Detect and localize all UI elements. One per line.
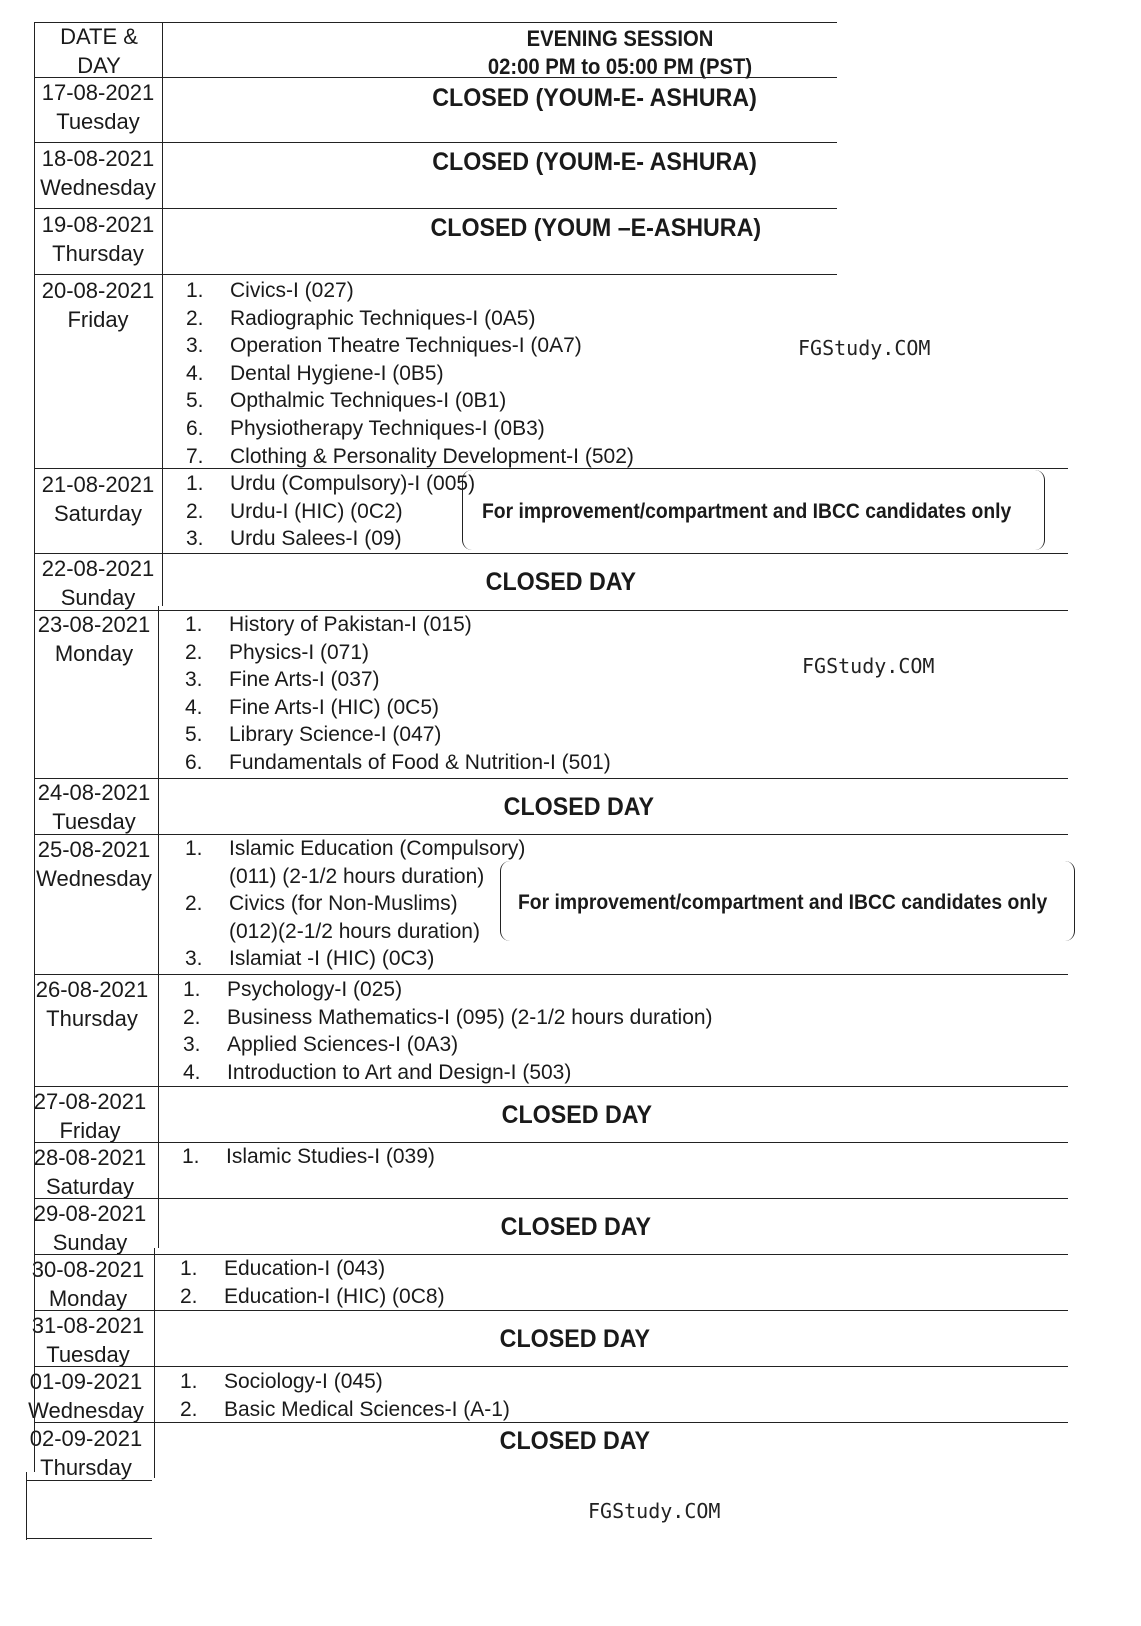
- rule-bottom-mid: [26, 1480, 152, 1481]
- rule-row: [34, 834, 1068, 835]
- subject-name: Library Science-I (047): [229, 723, 442, 747]
- subject-item: [186, 360, 444, 388]
- subject-item: [185, 666, 380, 694]
- rule-row: [34, 778, 1068, 779]
- subject-name: Fundamentals of Food & Nutrition-I (501): [229, 751, 611, 774]
- subject-name: Islamic Education (Compulsory): [229, 837, 526, 860]
- row-date: 30-08-2021: [31, 1257, 145, 1282]
- rule-row: [34, 1310, 1068, 1311]
- rule-top: [34, 22, 837, 23]
- subject-name: (012)(2-1/2 hours duration): [229, 919, 480, 943]
- row-date: 20-08-2021: [41, 278, 155, 303]
- row-date-cell: [22, 1424, 150, 1482]
- subject-item: [180, 1283, 445, 1311]
- subject-name: Education-I (043): [224, 1257, 386, 1280]
- row-day: Wednesday: [36, 866, 152, 891]
- subject-number: 3.: [183, 1033, 201, 1057]
- subject-item: [183, 1031, 458, 1059]
- row-date: 25-08-2021: [37, 837, 151, 862]
- row-day: Monday: [48, 1286, 128, 1311]
- row-day: Tuesday: [52, 809, 136, 834]
- row-date: 28-08-2021: [33, 1145, 147, 1170]
- subject-number: 2.: [185, 892, 203, 916]
- subject-name: Fine Arts-I (037): [229, 668, 380, 692]
- row-date: 23-08-2021: [37, 612, 151, 637]
- row-closed-label: CLOSED (YOUM-E- ASHURA): [432, 148, 757, 176]
- subject-name: Physics-I (071): [229, 640, 370, 664]
- row-date-cell: [28, 975, 156, 1033]
- rule-row: [34, 274, 837, 275]
- subject-number: 4.: [185, 695, 203, 719]
- row-date: 01-09-2021: [29, 1369, 143, 1394]
- subject-name: Business Mathematics-I (095) (2-1/2 hours duration): [227, 1005, 713, 1029]
- subject-number: 4.: [183, 1060, 201, 1084]
- subject-name: Education-I (HIC) (0C8): [224, 1284, 445, 1308]
- rule-row: [34, 610, 1068, 611]
- subject-item: [185, 863, 484, 891]
- left-brace-icon: [462, 470, 477, 550]
- subject-item: [186, 305, 535, 333]
- subject-item: [185, 918, 480, 946]
- row-date: 19-08-2021: [41, 212, 155, 237]
- row-closed-label: CLOSED DAY: [499, 1427, 650, 1455]
- subject-number: 2.: [180, 1284, 198, 1308]
- subject-name: Clothing & Personality Development-I (502): [230, 444, 634, 468]
- row-date-cell: [34, 470, 162, 528]
- subject-name: Radiographic Techniques-I (0A5): [230, 306, 536, 330]
- subject-item: [186, 525, 402, 553]
- row-date: 27-08-2021: [33, 1089, 147, 1114]
- row-closed-label: CLOSED DAY: [500, 1213, 651, 1241]
- subject-name: Fine Arts-I (HIC) (0C5): [229, 695, 440, 719]
- header-date-day: [34, 22, 164, 80]
- row-date-cell: [26, 1199, 154, 1257]
- row-day: Thursday: [52, 241, 144, 266]
- row-date-cell: [22, 1367, 150, 1425]
- watermark-2: FGStudy.COM: [802, 654, 935, 678]
- row-date: 31-08-2021: [31, 1313, 145, 1338]
- subject-name: Civics (for Non-Muslims): [229, 892, 458, 916]
- subject-item: [185, 835, 525, 863]
- subject-name: Psychology-I (025): [227, 978, 403, 1001]
- row-date: 18-08-2021: [41, 146, 155, 171]
- subject-item: [185, 890, 458, 918]
- row-day: Sunday: [52, 1230, 128, 1255]
- subject-item: [186, 498, 403, 526]
- row-date-cell: [30, 610, 158, 668]
- subject-name: Applied Sciences-I (0A3): [227, 1033, 459, 1057]
- subject-number: 4.: [186, 361, 204, 385]
- rule-row: [34, 1366, 1068, 1367]
- row-closed-label: CLOSED DAY: [499, 1325, 650, 1353]
- left-brace-icon: [500, 861, 515, 941]
- subject-name: Operation Theatre Techniques-I (0A7): [230, 334, 582, 358]
- row-date: 24-08-2021: [37, 780, 151, 805]
- subject-number: 7.: [186, 444, 204, 468]
- right-brace-icon: [1030, 470, 1045, 550]
- subject-name: Civics-I (027): [230, 279, 354, 302]
- subject-item: [180, 1255, 385, 1283]
- subject-number: 3.: [185, 668, 203, 692]
- row-day: Monday: [54, 641, 134, 666]
- rule-date-divider-lower: [158, 606, 159, 1248]
- row-date: 02-09-2021: [29, 1426, 143, 1451]
- right-brace-icon: [1060, 861, 1075, 941]
- subject-number: 3.: [186, 527, 204, 551]
- subject-number: 1.: [185, 837, 203, 860]
- subject-item: [185, 639, 369, 667]
- row-date: 21-08-2021: [41, 472, 155, 497]
- subject-number: 2.: [185, 640, 203, 664]
- row-closed-label: CLOSED DAY: [503, 793, 654, 821]
- row-day: Saturday: [45, 1174, 135, 1199]
- row-day: Tuesday: [46, 1342, 130, 1367]
- subject-item: [185, 611, 472, 639]
- row-closed-label: CLOSED (YOUM –E-ASHURA): [430, 214, 762, 242]
- subject-number: 1.: [182, 1145, 200, 1168]
- watermark-1: FGStudy.COM: [798, 336, 931, 360]
- subject-number: 1.: [185, 613, 203, 636]
- subject-name: Urdu (Compulsory)-I (005): [230, 472, 476, 495]
- subject-item: [183, 1004, 713, 1032]
- rule-row: [34, 1198, 1068, 1199]
- rule-row: [34, 1142, 1068, 1143]
- row-date: 22-08-2021: [41, 556, 155, 581]
- row-date-cell: [30, 835, 158, 893]
- subject-item: [183, 976, 402, 1004]
- subject-item: [180, 1396, 510, 1424]
- subject-name: Introduction to Art and Design-I (503): [227, 1060, 572, 1084]
- subject-name: (011) (2-1/2 hours duration): [229, 864, 485, 888]
- subject-number: 1.: [186, 472, 204, 495]
- row-date-cell: [30, 778, 158, 836]
- subject-name: Sociology-I (045): [224, 1370, 383, 1393]
- subject-number: 1.: [183, 978, 201, 1001]
- subject-name: Urdu-I (HIC) (0C2): [230, 499, 403, 523]
- subject-number: 5.: [185, 723, 203, 747]
- rule-row: [34, 142, 837, 143]
- rule-row: [34, 1254, 1068, 1255]
- row-day: Thursday: [46, 1006, 138, 1031]
- row-date-cell: [34, 144, 162, 202]
- row-note: For improvement/compartment and IBCC candidates only: [518, 891, 1048, 914]
- row-day: Wednesday: [28, 1398, 144, 1423]
- row-day: Thursday: [40, 1455, 132, 1480]
- row-day: Sunday: [60, 585, 136, 610]
- subject-name: Physiotherapy Techniques-I (0B3): [230, 417, 545, 440]
- subject-item: [186, 470, 475, 498]
- subject-item: [186, 332, 582, 360]
- row-day: Friday: [67, 307, 129, 332]
- subject-number: 2.: [183, 1005, 201, 1029]
- row-day: Tuesday: [56, 109, 140, 134]
- subject-name: Islamiat -I (HIC) (0C3): [229, 947, 435, 971]
- row-date-cell: [34, 78, 162, 136]
- row-date: 17-08-2021: [41, 80, 155, 105]
- row-date-cell: [26, 1143, 154, 1201]
- row-date-cell: [34, 210, 162, 268]
- subject-name: Dental Hygiene-I (0B5): [230, 361, 444, 385]
- subject-name: Urdu Salees-I (09): [230, 527, 402, 551]
- rule-row: [34, 468, 1068, 469]
- subject-name: Opthalmic Techniques-I (0B1): [230, 389, 507, 413]
- rule-row: [34, 1086, 1068, 1087]
- row-date-cell: [24, 1311, 152, 1369]
- subject-item: [186, 387, 506, 415]
- header-session-time: 02:00 PM to 05:00 PM (PST): [487, 54, 753, 79]
- row-day: Wednesday: [40, 175, 156, 200]
- subject-item: [186, 443, 634, 471]
- subject-item: [182, 1143, 435, 1171]
- subject-item: [183, 1059, 571, 1087]
- subject-item: [185, 749, 611, 777]
- row-day: Saturday: [53, 501, 143, 526]
- row-date-cell: [24, 1255, 152, 1313]
- subject-number: 6.: [185, 751, 203, 774]
- subject-number: 1.: [186, 279, 204, 302]
- header-date-day-line1: DATE &: [60, 24, 138, 49]
- subject-item: [185, 694, 439, 722]
- row-date: 26-08-2021: [35, 977, 149, 1002]
- rule-date-divider-bottom: [154, 1248, 155, 1478]
- header-session-title: EVENING SESSION: [526, 26, 714, 51]
- subject-number: 1.: [180, 1257, 198, 1280]
- row-date-cell: [34, 554, 162, 612]
- row-closed-label: CLOSED DAY: [485, 568, 636, 596]
- row-date-cell: [26, 1087, 154, 1145]
- rule-header-bottom: [34, 77, 837, 78]
- row-day: Friday: [59, 1118, 121, 1143]
- subject-name: Basic Medical Sciences-I (A-1): [224, 1397, 510, 1421]
- subject-number: 2.: [180, 1397, 198, 1421]
- watermark-3: FGStudy.COM: [588, 1499, 721, 1523]
- subject-name: History of Pakistan-I (015): [229, 613, 472, 636]
- subject-number: 2.: [186, 306, 204, 330]
- row-closed-label: CLOSED (YOUM-E- ASHURA): [432, 84, 757, 112]
- subject-number: 6.: [186, 417, 204, 440]
- row-closed-label: CLOSED DAY: [501, 1101, 652, 1129]
- row-date-cell: [34, 276, 162, 334]
- rule-row: [34, 208, 837, 209]
- rule-row: [34, 974, 1068, 975]
- subject-number: 2.: [186, 499, 204, 523]
- subject-item: [186, 415, 545, 443]
- rule-date-divider: [162, 22, 163, 606]
- row-date: 29-08-2021: [33, 1201, 147, 1226]
- rule-row: [34, 553, 1068, 554]
- subject-name: Islamic Studies-I (039): [226, 1145, 435, 1168]
- subject-number: 5.: [186, 389, 204, 413]
- subject-number: 3.: [185, 947, 203, 971]
- subject-item: [185, 721, 441, 749]
- subject-number: 3.: [186, 334, 204, 358]
- subject-item: [186, 277, 354, 305]
- rule-bottom: [26, 1538, 152, 1539]
- rule-left-lower: [26, 1472, 27, 1540]
- header-date-day-line2: DAY: [77, 53, 121, 78]
- row-note: For improvement/compartment and IBCC candidates only: [482, 500, 1012, 523]
- subject-item: [180, 1368, 383, 1396]
- subject-item: [185, 945, 434, 973]
- rule-row: [34, 1422, 1068, 1423]
- subject-number: 1.: [180, 1370, 198, 1393]
